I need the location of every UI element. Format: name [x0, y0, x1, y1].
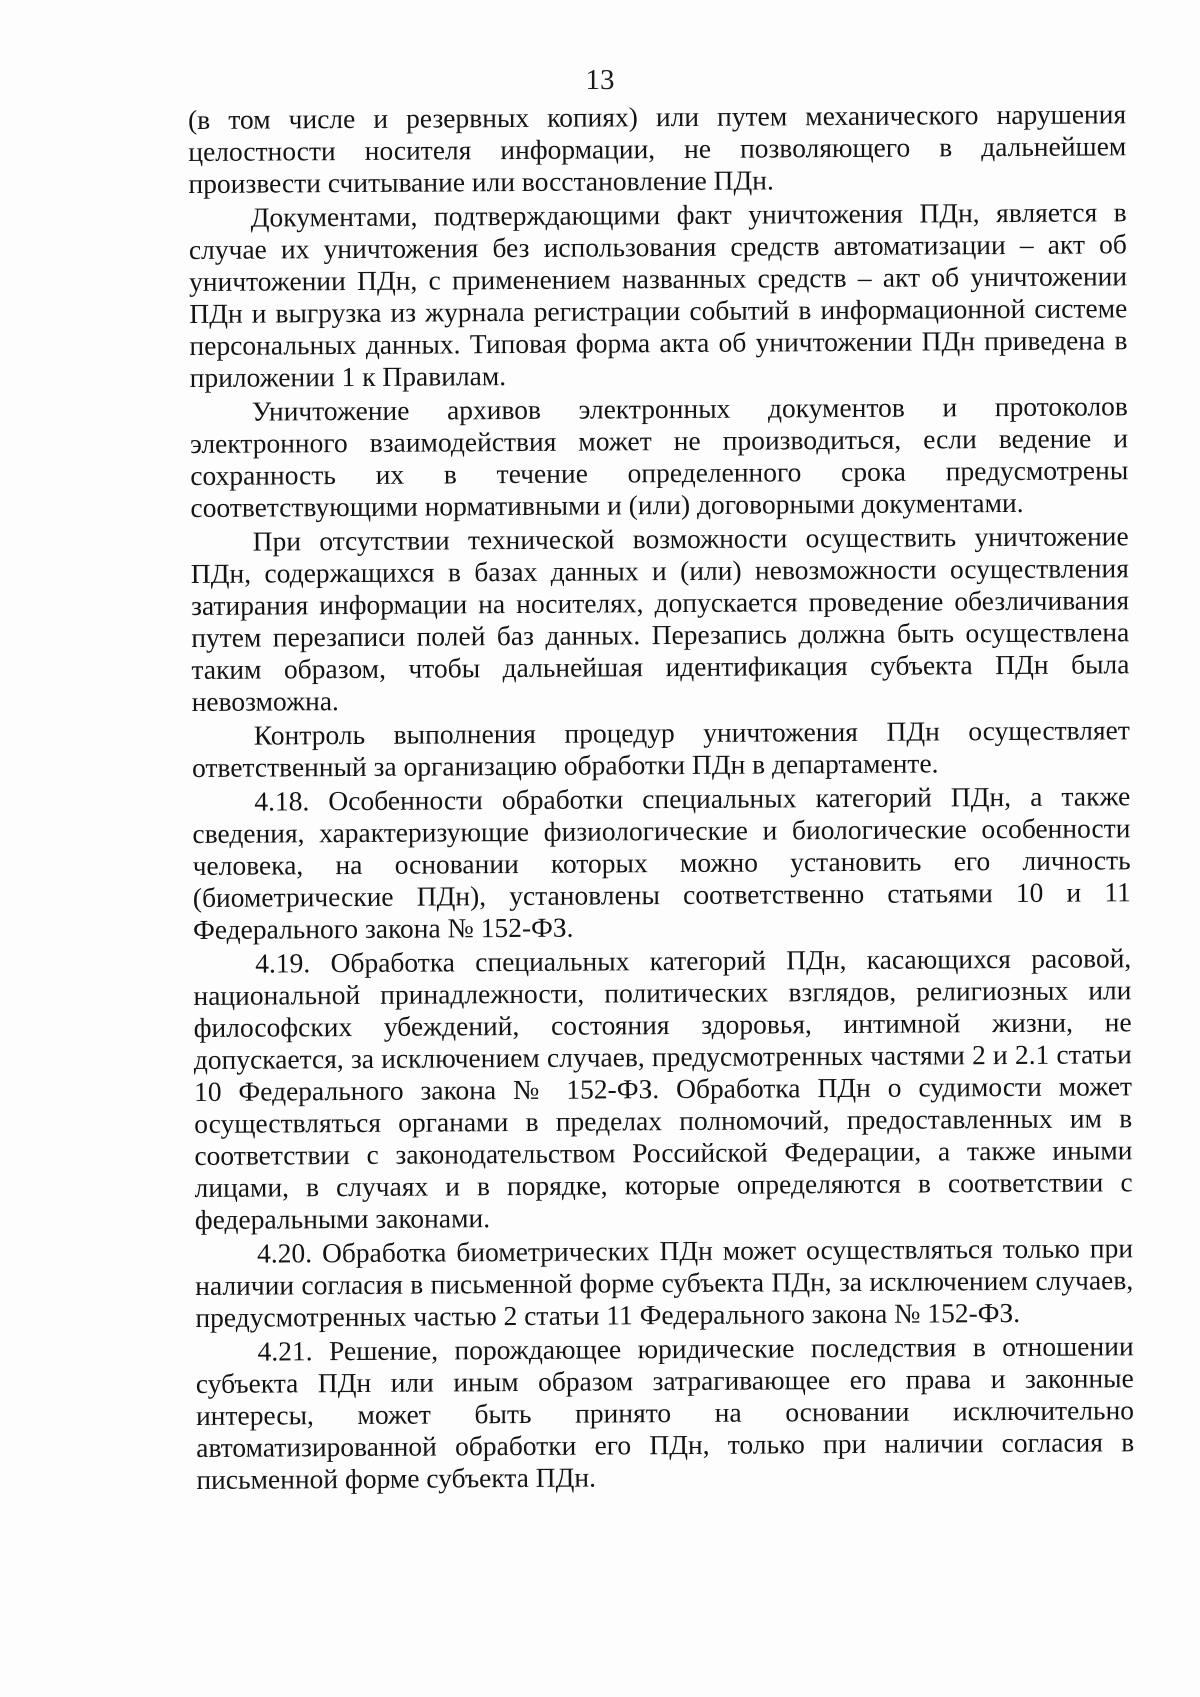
paragraph-4-19: 4.19. Обработка специальных категорий ПДн, касающихся расовой, национальной принадлежности, политических взглядов, религиозных или философских убеждений, состояния здоровья, интимной жизни, не допускается, за исключением случаев, предусмотренных частями 2 и 2.1 статьи 10 Федерального закона № 152-ФЗ. Обработка ПДн о судимости может осуществляться органами в пределах полномочий, предоставленных им в соответствии с законодательством Российской Федерации, а также иными лицами, в случаях и в порядке, которые определяются в соответствии с федеральными законами. — [193, 942, 1133, 1235]
paragraph-destruction-documents: Документами, подтверждающими факт уничтожения ПДн, является в случае их уничтожения без использования средств автоматизации – акт об уничтожении ПДн, с применением названных средств – акт об уничтожении ПДн и выгрузка из журнала регистрации событий в информационной системе персональных данных. Типовая форма акта об уничтожении ПДн приведена в приложении 1 к Правилам. — [188, 196, 1128, 393]
paragraph-control: Контроль выполнения процедур уничтожения ПДн осуществляет ответственный за организацию обработки ПДн в департаменте. — [191, 714, 1130, 783]
document-body — [188, 98, 1134, 1498]
paragraph-4-21: 4.21. Решение, порождающее юридические последствия в отношении субъекта ПДн или иным образом затрагивающее его права и законные интересы, может быть принято на основании исключительно автоматизированной обработки его ПДн, только при наличии согласия в письменной форме субъекта ПДн. — [195, 1330, 1135, 1495]
paragraph-4-18: 4.18. Особенности обработки специальных категорий ПДн, а также сведения, характеризующие физиологические и биологические особенности человека, на основании которых можно установить его личность (биометрические ПДн), установлены соответственно статьями 10 и 11 Федерального закона № 152-ФЗ. — [192, 780, 1131, 945]
paragraph-4-20: 4.20. Обработка биометрических ПДн может осуществляться только при наличии согласия в письменной форме субъекта ПДн, за исключением случаев, предусмотренных частью 2 статьи 11 Федерального закона № 152-ФЗ. — [195, 1232, 1134, 1333]
paragraph-continuation: (в том числе и резервных копиях) или путем механического нарушения целостности носителя информации, не позволяющего в дальнейшем произвести считывание или восстановление ПДн. — [188, 98, 1127, 199]
page-number: 13 — [585, 64, 615, 96]
paragraph-depersonalization: При отсутствии технической возможности осуществить уничтожение ПДн, содержащихся в базах данных и (или) невозможности осуществления затирания информации на носителях, допускается проведение обезличивания путем перезаписи полей баз данных. Перезапись должна быть осуществлена таким образом, чтобы дальнейшая идентификация субъекта ПДн была невозможна. — [190, 520, 1130, 717]
paragraph-archives: Уничтожение архивов электронных документов и протоколов электронного взаимодействия может не производиться, если ведение и сохранность их в течение определенного срока предусмотрены соответствующими нормативными и (или) договорными документами. — [189, 390, 1129, 523]
